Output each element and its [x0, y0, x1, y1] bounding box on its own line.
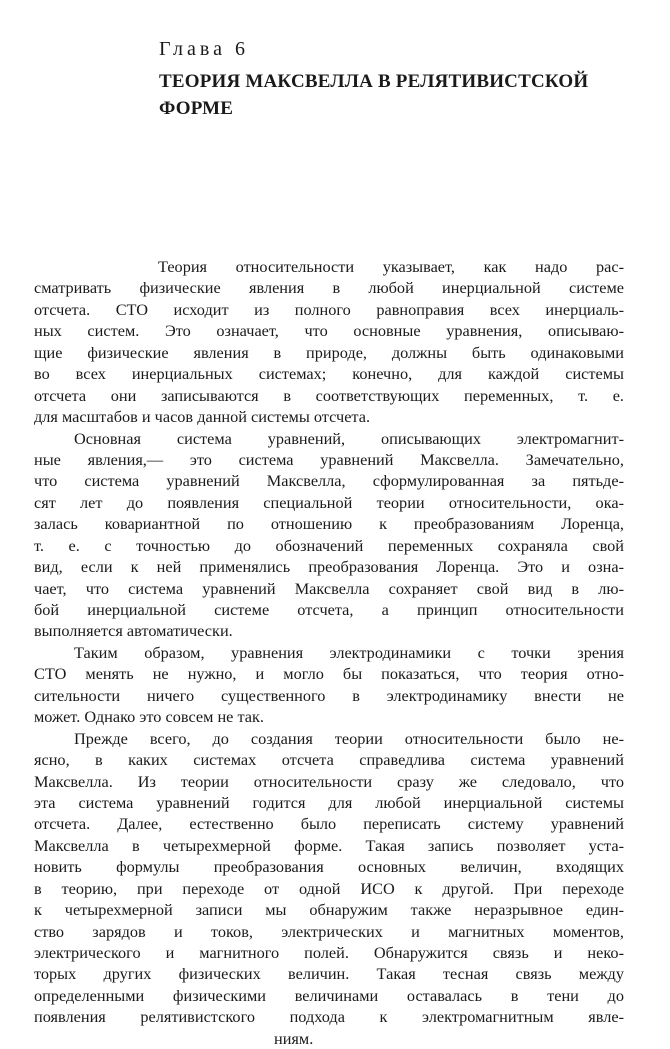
paragraph-line: Максвелла в четырехмерной форме. Такая запись позволяет уста-: [34, 835, 624, 855]
paragraph-line: может. Однако это совсем не так.: [34, 707, 265, 727]
paragraph: [34, 428, 624, 642]
chapter-title: [159, 68, 629, 122]
paragraph-line: ство зарядов и токов, электрических и магнитных моментов,: [34, 921, 624, 941]
paragraph-line: СТО менять не нужно, и могло бы показаться, что теория отно-: [34, 664, 624, 684]
paragraph-line: выполняется автоматически.: [34, 621, 233, 641]
paragraph-line: т. е. с точностью до обозначений переменных сохраняла свой: [34, 535, 624, 555]
paragraph-line: определенными физическими величинами оставалась в тени до: [34, 985, 624, 1005]
paragraph: [34, 728, 624, 1049]
paragraph-line: Прежде всего, до создания теории относительности было не-: [74, 728, 624, 748]
paragraph-line: отсчета. Далее, естественно было переписать систему уравнений: [34, 814, 624, 834]
paragraph-line: к четырехмерной записи мы обнаружим также неразрывное един-: [34, 900, 624, 920]
paragraph-line: в теорию, при переходе от одной ИСО к другой. При переходе: [34, 878, 624, 898]
paragraph-line: эта система уравнений годится для любой инерциальной системы: [34, 792, 624, 812]
paragraph-line: Таким образом, уравнения электродинамики с точки зрения: [74, 642, 624, 662]
paragraph-line: чает, что система уравнений Максвелла сохраняет свой вид в лю-: [34, 578, 624, 598]
paragraph-line: во всех инерциальных системах; конечно, для каждой системы: [34, 364, 624, 384]
paragraph-line: бой инерциальной системе отсчета, а принцип относительности: [34, 600, 624, 619]
chapter-title-line: ТЕОРИЯ МАКСВЕЛЛА В РЕЛЯТИВИСТСКОЙ: [159, 71, 589, 92]
paragraph-line: Основная система уравнений, описывающих электромагнит-: [74, 428, 624, 448]
paragraph-line: вид, если к ней применялись преобразования Лоренца. Это и озна-: [34, 557, 624, 577]
paragraph-line: сматривать физические явления в любой инерциальной системе: [34, 278, 624, 298]
paragraph-line: появления релятивистского подхода к электромагнитным явле-: [34, 1007, 624, 1027]
paragraph-line: ниям.: [274, 1028, 314, 1048]
chapter-title-line: ФОРМЕ: [159, 98, 234, 119]
chapter-label: Глава 6: [159, 38, 249, 60]
body-text: [34, 256, 624, 1049]
paragraph: [34, 256, 624, 428]
paragraph-line: щие физические явления в природе, должны быть одинаковыми: [34, 342, 624, 362]
paragraph-line: ные явления,— это система уравнений Максвелла. Замечательно,: [34, 449, 624, 469]
paragraph-line: отсчета. СТО исходит из полного равноправия всех инерциаль-: [34, 299, 624, 319]
paragraph-line: сят лет до появления специальной теории относительности, ока-: [34, 492, 624, 512]
paragraph-line: ных систем. Это означает, что основные уравнения, описываю-: [34, 321, 624, 341]
paragraph-line: Максвелла. Из теории относительности сразу же следовало, что: [34, 771, 624, 791]
paragraph-line: отсчета они записываются в соответствующих переменных, т. е.: [34, 385, 624, 405]
paragraph-line: электрического и магнитного полей. Обнаружится связь и неко-: [34, 943, 624, 962]
paragraph-line: Теория относительности указывает, как надо рас-: [158, 257, 624, 276]
paragraph: [34, 642, 624, 728]
paragraph-line: для масштабов и часов данной системы отсчета.: [34, 407, 371, 427]
paragraph-line: новить формулы преобразования основных величин, входящих: [34, 857, 624, 877]
paragraph-line: сительности ничего существенного в электродинамику внести не: [34, 685, 624, 705]
paragraph-line: торых других физических величин. Такая тесная связь между: [34, 964, 624, 984]
paragraph-line: залась ковариантной по отношению к преобразованиям Лоренца,: [34, 514, 624, 534]
paragraph-line: ясно, в каких системах отсчета справедлива система уравнений: [34, 750, 624, 770]
paragraph-line: что система уравнений Максвелла, сформулированная за пятьде-: [34, 471, 624, 491]
